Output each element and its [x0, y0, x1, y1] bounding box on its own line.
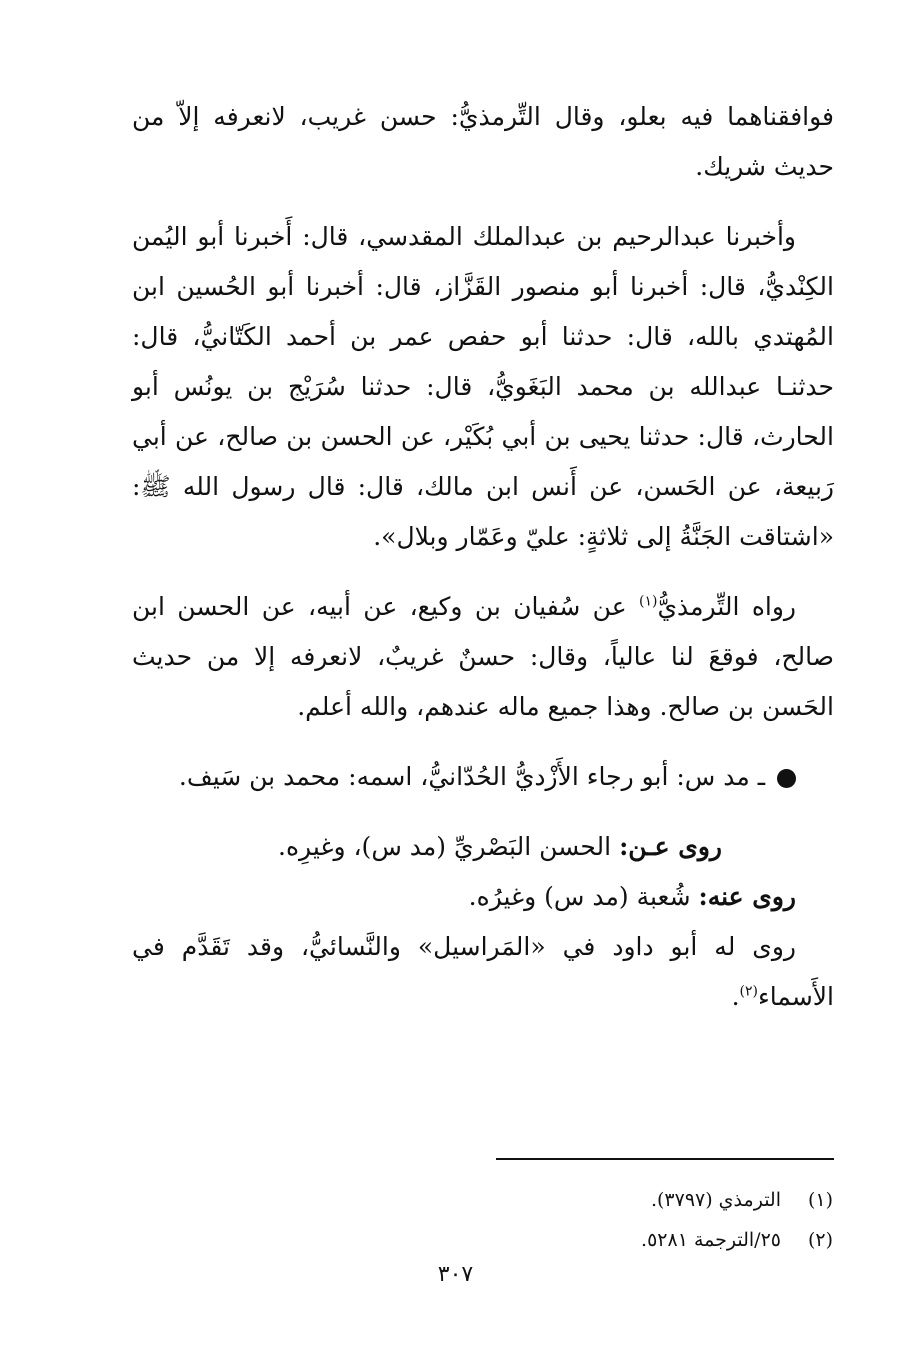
footnote-divider	[496, 1158, 834, 1160]
paragraph-3	[132, 582, 834, 732]
footnote-number: (٢)	[807, 1229, 833, 1251]
footnote-text: الترمذي (٣٧٩٧).	[650, 1189, 781, 1211]
page-body	[132, 92, 834, 1022]
paragraph-7-end: .	[731, 982, 740, 1011]
footnotes	[641, 1180, 833, 1260]
footnote-number: (١)	[807, 1189, 833, 1211]
narrated-from-label: روى عـن:	[619, 832, 722, 861]
bullet-icon	[777, 769, 796, 788]
paragraph-3-start: رواه التِّرمذيُّ	[657, 592, 797, 621]
paragraph-7-start: روى له أبو داود في «المَراسيل» والنَّسائيُّ، وقد تَقَدَّم في الأَسماء	[132, 932, 834, 1011]
narrator-entry	[132, 752, 834, 802]
paragraph-3-rest: عن سُفيان بن وكيع، عن أبيه، عن الحسن ابن صالح، فوقعَ لنا عالياً، وقال: حسنٌ غريبٌ، لانعرفه إلا من حديث الحَسن بن صالح. وهذا جميع ماله عندهم، والله أعلم.	[132, 592, 834, 721]
narrated-by-line	[132, 872, 834, 922]
narrated-from-line	[132, 822, 834, 872]
narrated-by-text: شُعبة (مد س) وغيرُه.	[468, 882, 699, 911]
footnote-2	[641, 1220, 833, 1260]
footnote-1	[641, 1180, 833, 1220]
narrated-from-text: الحسن البَصْريِّ (مد س)، وغيرِه.	[278, 832, 620, 861]
paragraph-1: فوافقناهما فيه بعلو، وقال التِّرمذيُّ: حسن غريب، لانعرفه إلاّ من حديث شريك.	[132, 102, 834, 181]
paragraph-7	[132, 922, 834, 1022]
footnote-ref-1[interactable]: (١)	[639, 593, 658, 610]
footnote-ref-2[interactable]: (٢)	[739, 983, 759, 1000]
paragraph-2: وأخبرنا عبدالرحيم بن عبدالملك المقدسي، قال: أَخبرنا أبو اليُمن الكِنْديُّ، قال: أخبرنا أبو منصور القَزَّاز، قال: أخبرنا أبو الحُسين ابن المُهتدي بالله، قال: حدثنا أبو حفص عمر بن أحمد الكَتّانيُّ، قال: حدثنـا عبدالله بن محمد البَغَويُّ، قال: حدثنا سُرَيْج بن يونُس أبو الحارث، قال: حدثنا يحيى بن أبي بُكَيْر، عن الحسن بن صالح، عن أبي رَبيعة، عن الحَسن، عن أَنس ابن مالك، قال: قال رسول الله ﷺ: «اشتاقت الجَنَّةُ إلى ثلاثةٍ: عليّ وعَمّار وبلال».	[132, 222, 834, 551]
page-number: ٣٠٧	[437, 1262, 474, 1287]
footnote-text: ٢٥/الترجمة ٥٢٨١.	[641, 1229, 781, 1251]
narrated-by-label: روى عنه:	[698, 882, 796, 911]
narrator-entry-text: ـ مد س: أبو رجاء الأَزْديُّ الحُدّانيُّ، اسمه: محمد بن سَيف.	[178, 762, 773, 791]
